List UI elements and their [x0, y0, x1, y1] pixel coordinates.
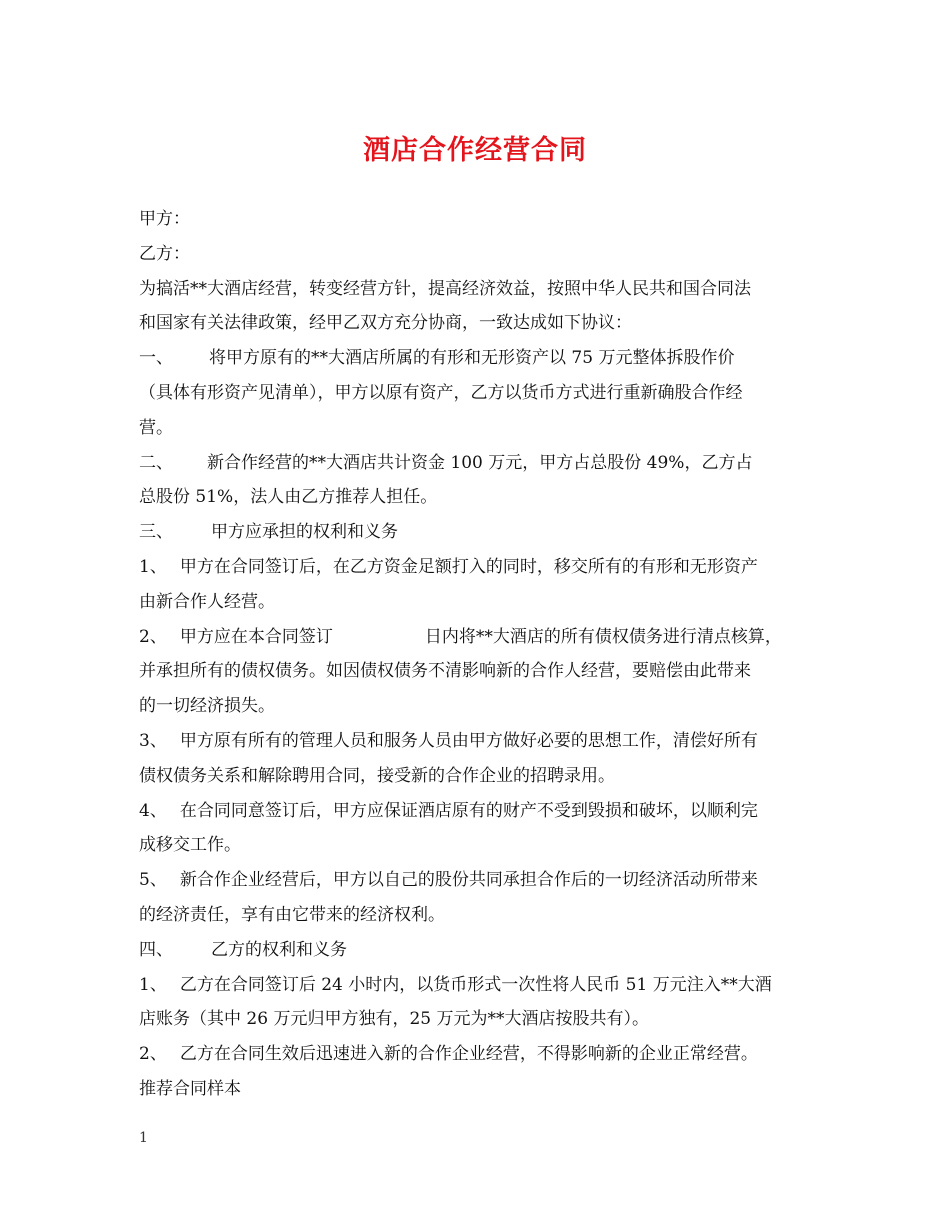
section-3-number: 三、	[139, 522, 173, 543]
clause-a3-line-1	[139, 724, 819, 759]
section-1-number: 一、	[139, 348, 173, 369]
intro-line-2: 和国家有关法律政策，经甲乙双方充分协商，一致达成如下协议：	[139, 313, 632, 334]
clause-a4-line-1	[139, 794, 819, 829]
clause-a5-number: 5、	[139, 870, 167, 891]
party-b-line: 乙方：	[139, 243, 190, 264]
section-1-line-1	[139, 341, 819, 376]
document-body	[139, 202, 819, 1107]
clause-a3-line-2: 债权债务关系和解除聘用合同，接受新的合作企业的招聘录用。	[139, 765, 615, 786]
clause-a3-text-1: 甲方原有所有的管理人员和服务人员由甲方做好必要的思想工作，清偿好所有	[179, 730, 758, 751]
document-title: 酒店合作经营合同	[363, 135, 587, 166]
footer-note: 推荐合同样本	[139, 1078, 241, 1099]
section-4-title: 乙方的权利和义务	[211, 939, 347, 960]
clause-a1-line-2: 由新合作人经营。	[139, 591, 275, 612]
clause-a4-text-1: 在合同同意签订后，甲方应保证酒店原有的财产不受到毁损和破坏，以顺利完	[179, 800, 758, 821]
clause-a2-text-1a: 甲方应在本合同签订	[179, 626, 333, 647]
clause-b2-text-1: 乙方在合同生效后迅速进入新的合作企业经营，不得影响新的企业正常经营。	[179, 1044, 758, 1065]
section-1-line-3: 营。	[139, 417, 173, 438]
clause-a5-line-2: 的经济责任，享有由它带来的经济权利。	[139, 904, 445, 925]
clause-a4-line-2: 成移交工作。	[139, 835, 241, 856]
party-a-line: 甲方：	[139, 209, 190, 229]
clause-b1-number: 1、	[139, 974, 167, 995]
page-number: 1	[139, 1130, 148, 1146]
clause-a2-text-1b: 日内将**大酒店的所有债权债务进行清点核算，	[424, 626, 782, 647]
section-4-number: 四、	[139, 939, 173, 960]
intro-line-1: 为搞活**大酒店经营，转变经营方针，提高经济效益，按照中华人民共和国合同法	[139, 278, 751, 299]
clause-b1-line-2: 店账务（其中 26 万元归甲方独有，25 万元为**大酒店按股共有）。	[139, 1009, 649, 1030]
clause-a1-line-1	[139, 550, 819, 585]
clause-b2-line-1	[139, 1037, 819, 1072]
section-2-line-1	[139, 446, 819, 481]
clause-b1-text-1: 乙方在合同签订后 24 小时内，以货币形式一次性将人民币 51 万元注入**大酒	[179, 974, 772, 995]
section-1-line-2: （具体有形资产见清单），甲方以原有资产，乙方以货币方式进行重新确股合作经	[139, 382, 743, 403]
clause-a2-number: 2、	[139, 626, 167, 647]
section-2-line-2: 总股份 51%，法人由乙方推荐人担任。	[139, 487, 438, 508]
section-1-text-1: 将甲方原有的**大酒店所属的有形和无形资产以 75 万元整体拆股作价	[209, 348, 735, 369]
clause-a5-text-1: 新合作企业经营后，甲方以自己的股份共同承担合作后的一切经济活动所带来	[179, 870, 758, 891]
clause-a2-line-1	[139, 620, 819, 655]
clause-a4-number: 4、	[139, 800, 167, 821]
clause-a3-number: 3、	[139, 730, 167, 751]
section-4-heading	[139, 933, 819, 968]
section-2-text-1: 新合作经营的**大酒店共计资金 100 万元，甲方占总股份 49%，乙方占	[207, 452, 753, 473]
section-3-title: 甲方应承担的权利和义务	[211, 522, 398, 543]
clause-a2-line-2: 并承担所有的债权债务。如因债权债务不清影响新的合作人经营，要赔偿由此带来	[139, 661, 751, 682]
clause-a2-line-3: 的一切经济损失。	[139, 696, 275, 717]
clause-a5-line-1	[139, 863, 819, 898]
clause-b1-line-1	[139, 968, 819, 1003]
section-3-heading	[139, 515, 819, 550]
section-2-number: 二、	[139, 452, 173, 473]
clause-a1-text-1: 甲方在合同签订后，在乙方资金足额打入的同时，移交所有的有形和无形资产	[179, 556, 758, 577]
clause-b2-number: 2、	[139, 1044, 167, 1065]
clause-a1-number: 1、	[139, 556, 167, 577]
